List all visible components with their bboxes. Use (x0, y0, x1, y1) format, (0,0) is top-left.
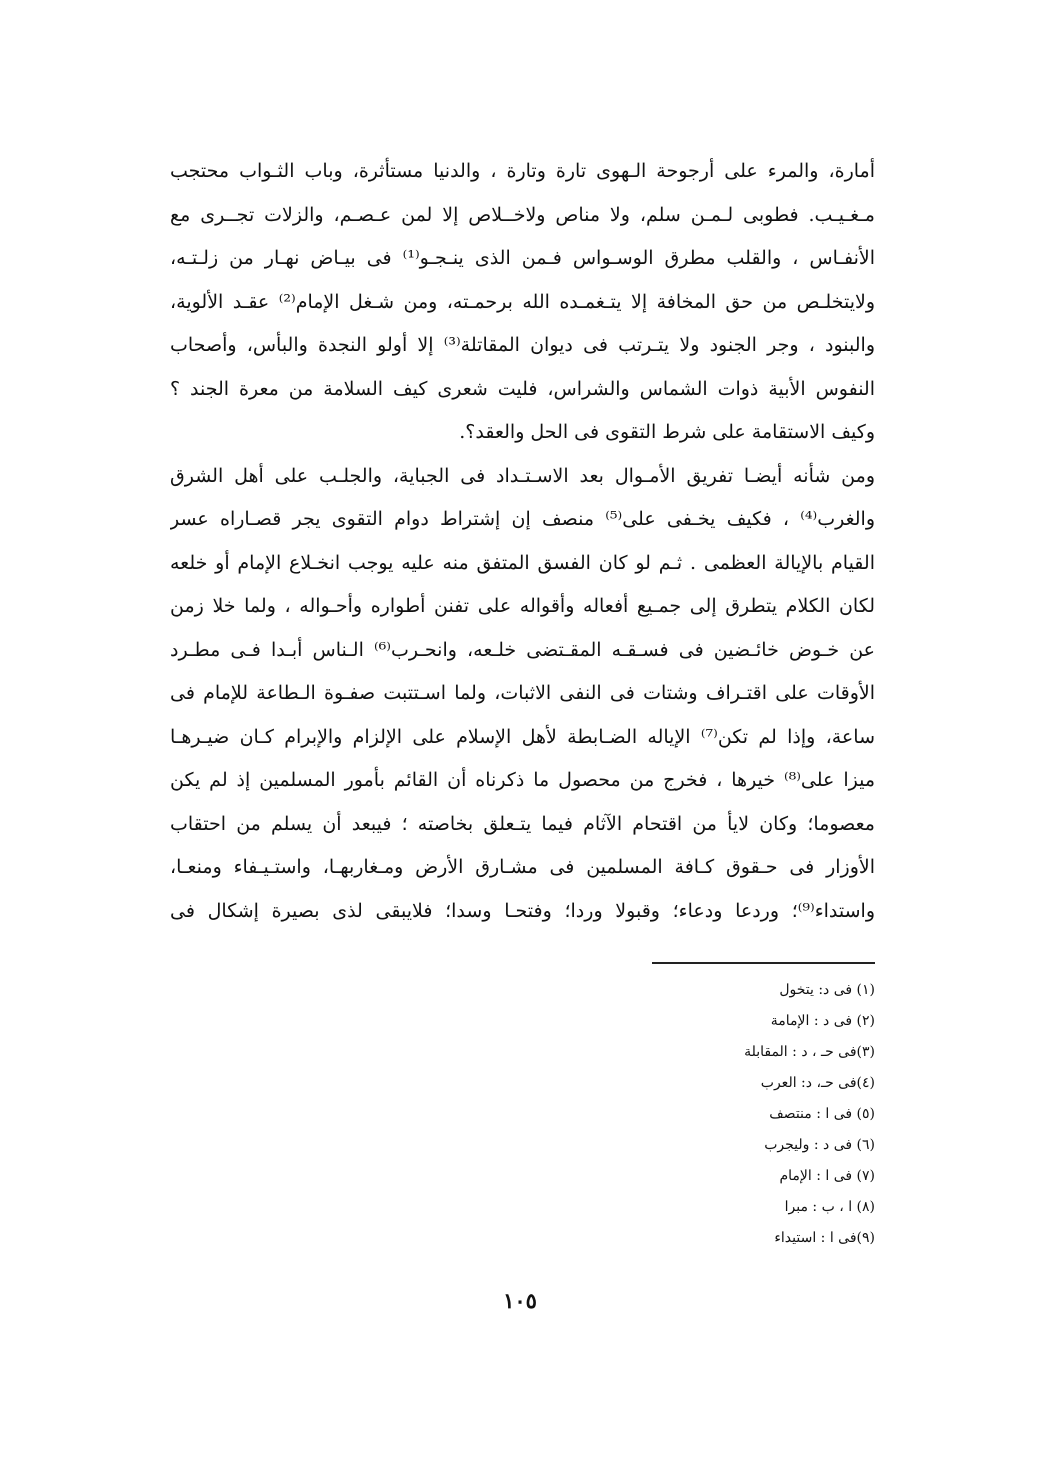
footnote-4: (٤)فى حـ، د: العرب (760, 1075, 875, 1091)
footnote-1: (١) فى د: يتخول (779, 982, 875, 998)
text-line-8: ومن شأنه أيضـا تفريق الأمـوال بعد الاسـتـداد فى الجباية، والجلـب على أهل الشرق (170, 464, 875, 487)
text-line-5: والبنود ، وجر الجنود ولا يتـرتب فى ديوان المقاتلة⁽³⁾ إلا أولو النجدة والبأس، وأصحاب (170, 334, 875, 356)
main-text (170, 150, 875, 933)
text-line-10: القيام بالإيالة العظمى . ثـم لو كان الفسق المتفق منه عليه يوجب انخـلاع الإمام أو خلعه (170, 551, 875, 574)
text-line-13: الأوقات على اقتـراف وشتات فى النفى الاثبات، ولما اسـتتبت صفـوة الـطاعة للإمام فى (170, 682, 875, 704)
footnote-2: (٢) فى د : الإمامة (770, 1013, 875, 1029)
footnote-separator (652, 962, 875, 964)
footnote-7: (٧) فى ا : الإمام (779, 1168, 875, 1184)
footnote-6: (٦) فى د : وليجرب (764, 1137, 875, 1153)
footnote-5: (٥) فى ا : منتصف (769, 1106, 875, 1122)
text-line-3: الأنفـاس ، والقلب مطرق الوسـواس فـمن الذى ينـجـو⁽¹⁾ فى بيـاض نهـار من زلـتـه، (170, 247, 875, 269)
text-line-9: والغرب⁽⁴⁾ ، فكيف يخـفى على⁽⁵⁾ منصف إن إشتراط دوام التقوى يجر قصـاراه عسر (170, 508, 875, 530)
footnotes (560, 975, 875, 1254)
footnote-9: (٩)فى ا : استيداء (774, 1230, 875, 1246)
text-line-4: ولايتخلـص من حق المخافة إلا يتـغمـده الله برحمـته، ومن شـغل الإمام⁽²⁾ عقـد الألوية، (170, 290, 875, 313)
text-line-14: ساعة، وإذا لم تكن⁽⁷⁾ الإياله الضـابطة لأهل الإسلام على الإلزام والإبرام كـان ضيـرهـا (170, 725, 875, 748)
page-number: ١٠٥ (503, 1288, 537, 1313)
text-line-11: لكان الكلام يتطرق إلى جمـيع أفعاله وأقواله على تفنن أطواره وأحـواله ، ولما خلا زمن (170, 595, 875, 617)
text-line-7: وكيف الاستقامة على شرط التقوى فى الحل والعقد؟. (459, 421, 875, 443)
text-line-17: الأوزار فى حـقوق كـافة المسلمين فى مشـارق الأرض ومـغاربهـا، واستـيـفاء ومنعـا، (170, 856, 875, 878)
footnote-3: (٣)فى حـ ، د : المقابلة (744, 1044, 875, 1060)
text-line-2: مـغـيـب. فطوبى لـمـن سلم، ولا مناص ولاخــلاص إلا لمن عـصـم، والزلات تجــرى مع (170, 203, 875, 226)
text-line-16: معصوما؛ وكان لايأ من اقتحام الآثام فيما يتـعلق بخاصته ؛ فيبعد أن يسلم من احتقاب (170, 812, 875, 835)
text-line-15: ميزا على⁽⁸⁾ خيرها ، فخرج من محصول ما ذكرناه أن القائم بأمور المسلمين إذ لم يكن (170, 769, 875, 791)
text-line-12: عن خـوض خائـضين فى فسـقـه المقـتضى خلـعه، وانحـرب⁽⁶⁾ الـناس أبـدا فـى مطـرد (170, 638, 875, 661)
footnote-8: (٨) ا ، ب : مبرا (784, 1199, 875, 1215)
text-line-1: أمارة، والمرء على أرجوحة الـهوى تارة وتارة ، والدنيا مستأثرة، وباب الثـواب محتجب (170, 160, 875, 182)
text-line-6: النفوس الأبية ذوات الشماس والشراس، فليت شعرى كيف السلامة من معرة الجند ؟ (170, 377, 875, 400)
text-line-18: واستداء⁽⁹⁾؛ وردعا ودعاء؛ وقبولا وردا؛ وفتحـا وسدا؛ فلايبقى لذى بصيرة إشكال فى (170, 899, 875, 922)
